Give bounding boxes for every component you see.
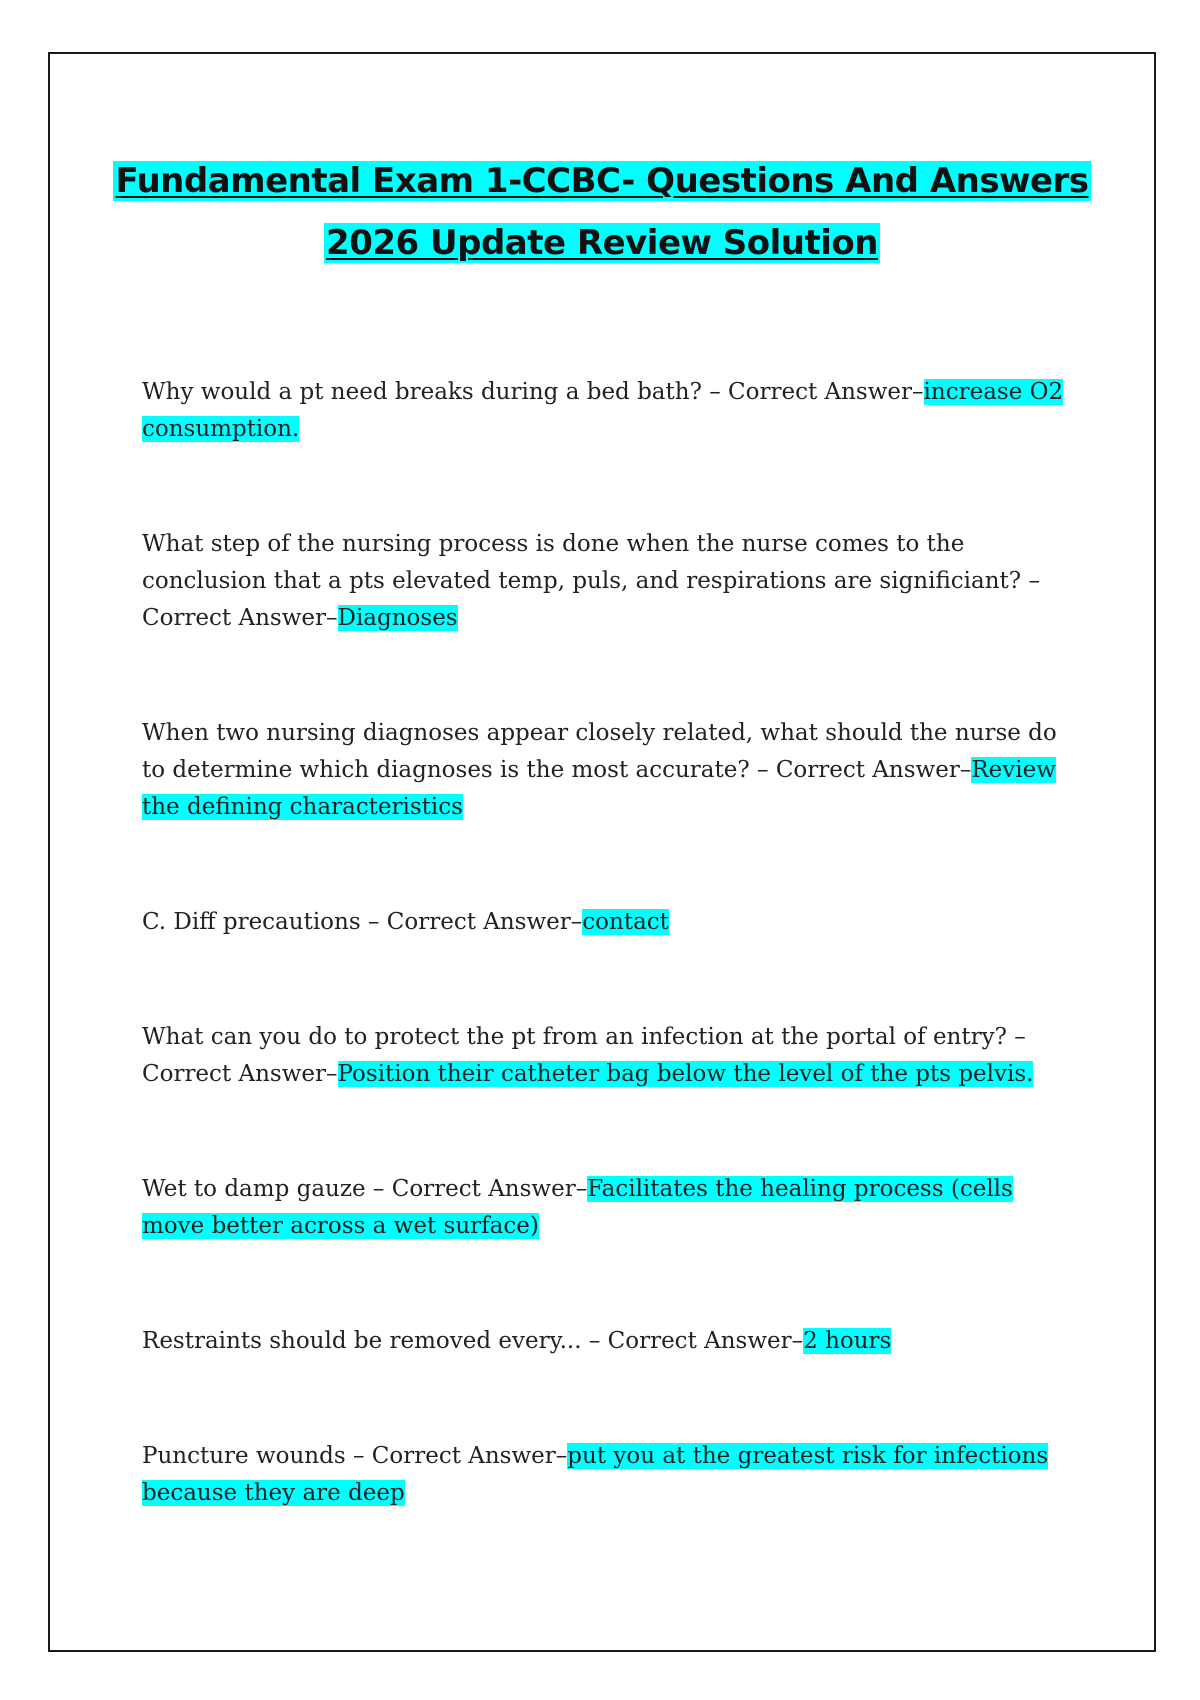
qa-item [142,715,1072,826]
question-text: Wet to damp gauze [142,1176,366,1202]
correct-answer-label: Correct Answer– [775,757,972,783]
question-text: What step of the nursing process is done when the nurse comes to the conclusion that a pts elevated temp, puls, and respirations are significiant? [142,531,1022,594]
question-text: C. Diff precautions [142,909,361,935]
correct-answer-label: Correct Answer– [728,379,924,405]
correct-answer-label: Correct Answer– [371,1443,568,1469]
correct-answer-label: Correct Answer– [142,605,338,631]
correct-answer-label: Correct Answer– [142,1061,338,1087]
answer-text: increase O2 consumption. [142,379,1064,442]
document-title [50,150,1154,274]
question-text: Puncture wounds [142,1443,346,1469]
qa-item [142,1019,1072,1093]
separator: – [365,1176,392,1202]
qa-item [142,374,1072,448]
correct-answer-label: Correct Answer– [386,909,583,935]
separator: – [360,909,387,935]
separator: – [701,379,729,405]
correct-answer-label: Correct Answer– [391,1176,588,1202]
answer-text: 2 hours [803,1328,892,1354]
title-line-2: 2026 Update Review Solution [326,223,878,263]
separator: – [345,1443,372,1469]
answer-text: Facilitates the healing process (cells move better across a wet surface) [142,1176,1013,1239]
answer-text: Diagnoses [337,605,458,631]
qa-item [142,1323,1072,1360]
separator: – [1006,1024,1026,1050]
answer-text: Position their catheter bag below the level of the pts pelvis. [337,1061,1034,1087]
document-page [48,52,1156,1652]
answer-text: put you at the greatest risk for infections because they are deep [142,1443,1049,1506]
answer-text: Review the defining characteristics [142,757,1056,820]
qa-item [142,526,1072,637]
answer-text: contact [582,909,669,935]
separator: – [1021,568,1040,594]
qa-item [142,904,1072,941]
qa-item [142,1438,1072,1512]
correct-answer-label: Correct Answer– [607,1328,804,1354]
separator: – [749,757,776,783]
qa-item [142,1171,1072,1245]
title-line-1: Fundamental Exam 1-CCBC- Questions And Answers [115,161,1089,201]
separator: – [581,1328,608,1354]
question-text: What can you do to protect the pt from an infection at the portal of entry? [142,1024,1007,1050]
question-text: When two nursing diagnoses appear closely related, what should the nurse do to determine which diagnoses is the most accurate? [142,720,1057,783]
question-text: Why would a pt need breaks during a bed bath? [142,379,702,405]
question-text: Restraints should be removed every... [142,1328,582,1354]
